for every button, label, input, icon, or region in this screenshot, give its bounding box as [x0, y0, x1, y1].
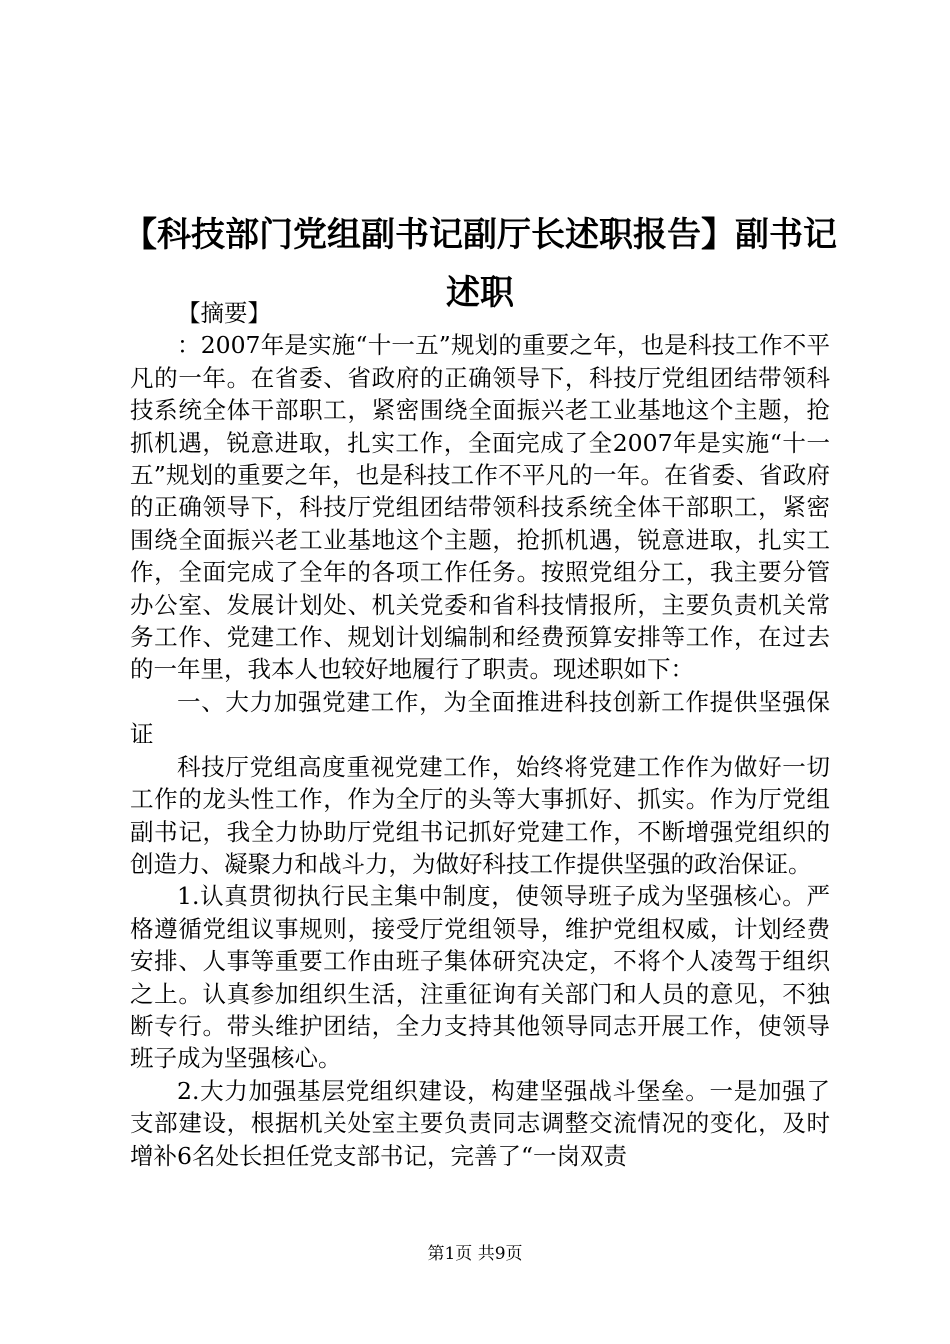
page-footer: 第1页 共9页 — [427, 1244, 523, 1264]
document-title: 【科技部门党组副书记副厅长述职报告】副书记述职 — [123, 214, 837, 313]
abstract-heading: 【摘要】 — [177, 299, 271, 327]
paragraph-party-building: 科技厅党组高度重视党建工作，始终将党建工作作为做好一切工作的龙头性工作，作为全厅的头等大事抓好、抓实。作为厅党组副书记，我全力协助厅党组书记抓好党建工作，不断增强党组织的创造力、凝聚力和战斗力，为做好科技工作提供坚强的政治保证。 — [130, 752, 830, 878]
paragraph-point-1: 1.认真贯彻执行民主集中制度，使领导班子成为坚强核心。严格遵循党组议事规则，接受厅党组领导，维护党组权威，计划经费安排、人事等重要工作由班子集体研究决定，不将个人凌驾于组织之上。认真参加组织生活，注重征询有关部门和人员的意见，不独断专行。带头维护团结，全力支持其他领导同志开展工作，使领导班子成为坚强核心。 — [130, 882, 830, 1073]
paragraph-intro: ：2007年是实施“十一五”规划的重要之年，也是科技工作不平凡的一年。在省委、省政府的正确领导下，科技厅党组团结带领科技系统全体干部职工，紧密围绕全面振兴老工业基地这个主题，抢抓机遇，锐意进取，扎实工作，全面完成了全2007年是实施“十一五”规划的重要之年，也是科技工作不平凡的一年。在省委、省政府的正确领导下，科技厅党组团结带领科技系统全体干部职工，紧密围绕全面振兴老工业基地这个主题，抢抓机遇，锐意进取，扎实工作，全面完成了全年的各项工作任务。按照党组分工，我主要分管办公室、发展计划处、机关党委和省科技情报所，主要负责机关常务工作、党建工作、规划计划编制和经费预算安排等工作，在过去的一年里，我本人也较好地履行了职责。现述职如下： — [130, 331, 830, 684]
document-body — [130, 297, 830, 1172]
section-heading-1: 一、大力加强党建工作，为全面推进科技创新工作提供坚强保证 — [130, 687, 830, 749]
paragraph-point-2: 2.大力加强基层党组织建设，构建坚强战斗堡垒。一是加强了支部建设，根据机关处室主要负责同志调整交流情况的变化，及时增补6名处长担任党支部书记，完善了“一岗双责 — [130, 1076, 830, 1170]
